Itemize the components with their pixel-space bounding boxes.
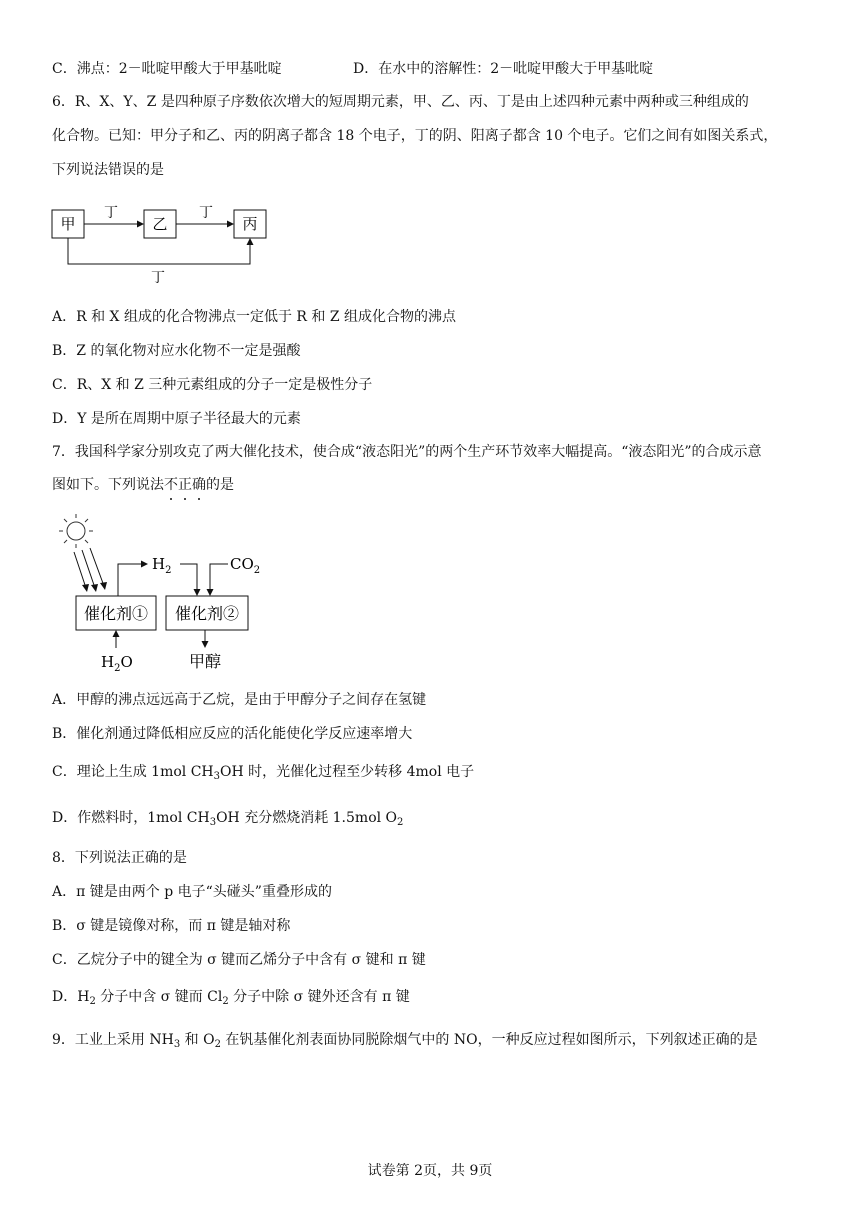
- q6-box-bing-label: 丙: [242, 215, 258, 233]
- sun-icon: [59, 514, 93, 548]
- q6-stem-line2: 化合物。已知：甲分子和乙、丙的阴离子都含 18 个电子，丁的阴、阳离子都含 10 个电子。它们之间有如图关系式，: [52, 128, 778, 144]
- q7-option-a: A．甲醇的沸点远远高于乙烷，是由于甲醇分子之间存在氢键: [52, 692, 427, 708]
- light-ray-arrows: [74, 548, 104, 588]
- q6-stem-line1: 6．R、X、Y、Z 是四种原子序数依次增大的短周期元素，甲、乙、丙、丁是由上述四种元素中两种或三种组成的: [52, 94, 749, 110]
- q8-stem: 8．下列说法正确的是: [52, 850, 187, 866]
- emphasis-dot-char: 不: [164, 477, 178, 493]
- page-footer: 试卷第 2页，共 9页: [367, 1163, 493, 1179]
- q7-option-b: B．催化剂通过降低相应反应的活化能使化学反应速率增大: [52, 726, 413, 742]
- q6-arrowhead-yi-bing: [227, 221, 234, 228]
- q6-arrow-label-2: 丁: [199, 205, 213, 221]
- q6-option-c: C．R、X 和 Z 三种元素组成的分子一定是极性分子: [52, 377, 373, 393]
- q6-option-a: A．R 和 X 组成的化合物沸点一定低于 R 和 Z 组成化合物的沸点: [52, 309, 457, 325]
- q8-option-b: B．σ 键是镜像对称，而 π 键是轴对称: [52, 918, 291, 934]
- q6-arrow-label-1: 丁: [104, 205, 118, 221]
- methanol-label: 甲醇: [188, 652, 222, 671]
- q6-arrow-label-3: 丁: [151, 270, 165, 286]
- q9-stem: 9．工业上采用 $NH_3$ 和 $O_2$ 在钒基催化剂表面协同脱除烟气中的 NO，一种反应过程如图所示，下列叙述正确的是: [52, 1032, 758, 1050]
- q6-option-b: B．Z 的氧化物对应水化物不一定是强酸: [52, 343, 301, 359]
- co2-in-arrow: [210, 564, 228, 592]
- catalyst-1-label: 催化剂①: [83, 604, 149, 623]
- q6-option-d: D．Y 是所在周期中原子半径最大的元素: [52, 411, 301, 427]
- q6-arrowhead-jia-bing: [247, 238, 254, 245]
- q6-reaction-diagram: [48, 198, 278, 288]
- q7-stem-line2: 图如下。下列说法不正确的是: [52, 477, 234, 493]
- q5-option-c: C．沸点：2－吡啶甲酸大于甲基吡啶: [52, 61, 282, 77]
- q5-option-d: D．在水中的溶解性：2－吡啶甲酸大于甲基吡啶: [353, 61, 654, 77]
- q7-option-d: D．作燃料时，1mol $CH_3OH$ 充分燃烧消耗 1.5mol $O_2$: [52, 810, 404, 828]
- q7-liquid-sunlight-diagram: [52, 508, 282, 678]
- q6-arrow-jia-bing: [68, 238, 250, 264]
- h2-label: $H_2$: [152, 555, 172, 576]
- q6-box-jia-label: 甲: [60, 215, 76, 233]
- q8-option-a: A．π 键是由两个 p 电子“头碰头”重叠形成的: [52, 884, 332, 900]
- q6-arrowhead-jia-yi: [137, 221, 144, 228]
- h2-in-arrow: [180, 564, 197, 592]
- emphasis-dot-char: 正: [178, 477, 192, 493]
- q7-stem-line1: 7．我国科学家分别攻克了两大催化技术，使合成“液态阳光”的两个生产环节效率大幅提高。“液态阳光”的合成示意: [52, 444, 762, 460]
- q8-option-d: D．$H_2$ 分子中含 σ 键而 $Cl_2$ 分子中除 σ 键外还含有 π 键: [52, 989, 410, 1007]
- h2-out-arrow: [118, 564, 144, 596]
- h2o-label: $H_2O$: [101, 653, 133, 674]
- q6-stem-line3: 下列说法错误的是: [52, 162, 164, 178]
- q7-option-c: C．理论上生成 1mol $CH_3OH$ 时，光催化过程至少转移 4mol 电子: [52, 764, 475, 782]
- q7-emphasis-not-correct: [164, 477, 206, 493]
- q6-box-yi-label: 乙: [152, 215, 168, 233]
- q8-option-c: C．乙烷分子中的键全为 σ 键而乙烯分子中含有 σ 键和 π 键: [52, 952, 426, 968]
- co2-label: $CO_2$: [230, 555, 261, 576]
- catalyst-2-label: 催化剂②: [174, 604, 240, 623]
- emphasis-dot-char: 确: [192, 477, 206, 493]
